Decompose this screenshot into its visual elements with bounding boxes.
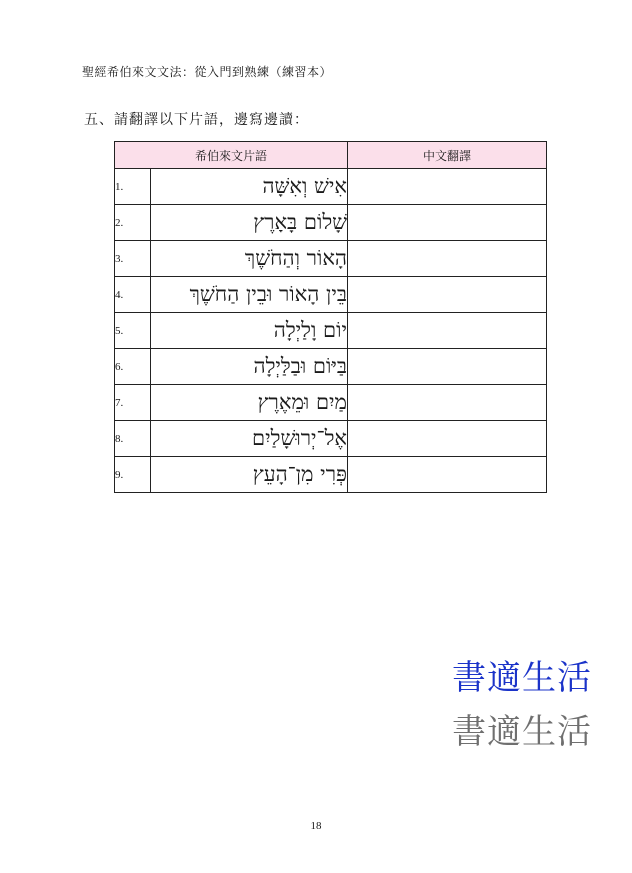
row-number: 8. [115,421,151,457]
table-header-row [115,142,547,169]
table-row [115,349,547,385]
row-number: 5. [115,313,151,349]
column-header-hebrew: 希伯來文片語 [115,142,348,169]
table-row [115,205,547,241]
translation-cell[interactable] [348,349,547,385]
table-row [115,277,547,313]
table-row [115,169,547,205]
hebrew-phrase: שָׁלוֹם בָּאָרֶץ [151,205,348,241]
phrase-table [114,141,547,493]
hebrew-phrase: אֶל־יְרוּשָׁלַיִם [151,421,348,457]
table-row [115,241,547,277]
hebrew-phrase: מַיִם וּמֵאֶרֶץ [151,385,348,421]
exercise-title: 五、請翻譯以下片語，邊寫邊讀： [84,112,309,128]
running-header: 聖經希伯來文文法：從入門到熟練（練習本） [82,65,333,79]
watermark-blue: 書適生活 [452,658,592,698]
translation-cell[interactable] [348,169,547,205]
translation-cell[interactable] [348,457,547,493]
hebrew-phrase: בֵּין הָאוֹר וּבֵין הַחֹשֶׁךְ [151,277,348,313]
hebrew-phrase: פְּרִי מִן־הָעֵץ [151,457,348,493]
row-number: 2. [115,205,151,241]
table-row [115,313,547,349]
row-number: 7. [115,385,151,421]
page-number: 18 [310,820,322,832]
translation-cell[interactable] [348,313,547,349]
translation-cell[interactable] [348,277,547,313]
watermark-gray: 書適生活 [452,712,592,752]
translation-cell[interactable] [348,421,547,457]
table-row [115,385,547,421]
translation-cell[interactable] [348,205,547,241]
translation-cell[interactable] [348,385,547,421]
hebrew-phrase: בַּיּוֹם וּבַלַּיְלָה [151,349,348,385]
row-number: 1. [115,169,151,205]
hebrew-phrase: הָאוֹר וְהַחֹשֶׁךְ [151,241,348,277]
table-row [115,457,547,493]
row-number: 6. [115,349,151,385]
column-header-chinese: 中文翻譯 [348,142,547,169]
row-number: 3. [115,241,151,277]
row-number: 4. [115,277,151,313]
hebrew-phrase: אִישׁ וְאִשָּׁה [151,169,348,205]
row-number: 9. [115,457,151,493]
hebrew-phrase: יוֹם וָלַיְלָה [151,313,348,349]
table-row [115,421,547,457]
translation-cell[interactable] [348,241,547,277]
